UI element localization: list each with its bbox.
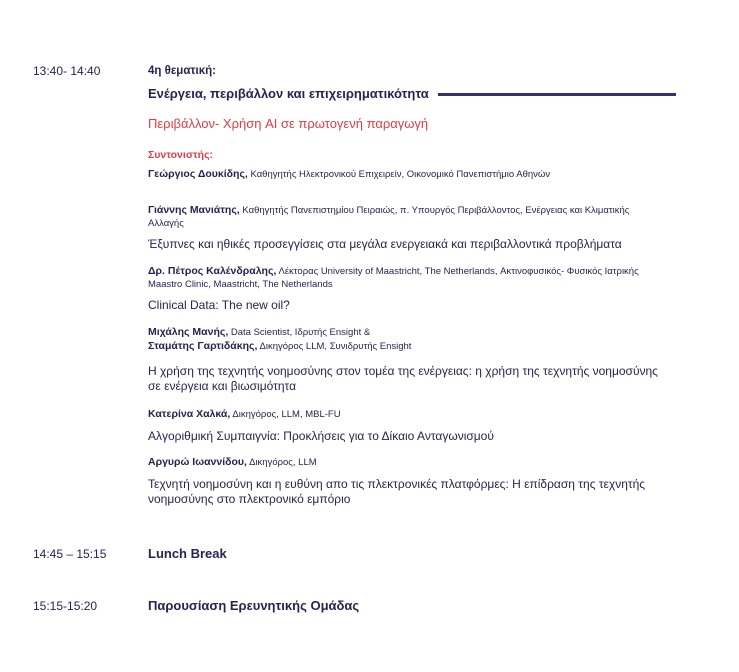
moderator-role: Καθηγητής Ηλεκτρονικού Επιχειρείν, Οικονομικό Πανεπιστήμιο Αθηνών — [250, 169, 551, 180]
speaker — [148, 265, 708, 291]
talk-title: Αλγοριθμική Συμπαιγνία: Προκλήσεις για το Δίκαιο Ανταγωνισμού — [148, 429, 494, 443]
speaker-role: Καθηγητής Πανεπιστημίου Πειραιώς, π. Υπουργός Περιβάλλοντος, Ενέργειας και Κλιματικής — [242, 205, 630, 216]
speaker-name: Σταμάτης Γαρτιδάκης, — [148, 339, 258, 352]
moderator-label: Συντονιστής: — [148, 149, 214, 161]
talk-title-line: σε ενέργεια και βιωσιμότητα — [148, 379, 297, 393]
speaker-role-cont: Maastro Clinic, Maastricht, The Netherlands — [148, 278, 333, 290]
session-number: 4η θεματική: — [148, 65, 216, 77]
talk-title — [148, 477, 708, 507]
speaker-role: Δικηγόρος, LLM — [249, 457, 317, 468]
speaker-name: Αργυρώ Ιωαννίδου, — [148, 456, 247, 468]
session-time: 13:40- 14:40 — [33, 64, 101, 78]
agenda-title: Lunch Break — [148, 546, 227, 561]
talk-title-line: Η χρήση της τεχνητής νοημοσύνης στον τομέα της ενέργειας: η χρήση της τεχνητής νοημοσύνης — [148, 364, 658, 378]
subtheme: Περιβάλλον- Χρήση AI σε πρωτογενή παραγωγή — [148, 116, 429, 131]
speaker-role: Δικηγόρος LLM, Συνιδρυτής Ensight — [259, 340, 412, 352]
talk-title: Clinical Data: The new oil? — [148, 298, 290, 312]
speaker — [148, 326, 708, 353]
speaker-role-cont: Αλλαγής — [148, 217, 184, 229]
moderator-name: Γεώργιος Δουκίδης, — [148, 168, 248, 180]
speaker — [148, 408, 708, 422]
talk-title — [148, 364, 708, 394]
talk-title: Έξυπνες και ηθικές προσεγγίσεις στα μεγάλα ενεργειακά και περιβαλλοντικά προβλήματα — [148, 237, 622, 251]
speaker-role: Δικηγόρος, LLM, MBL-FU — [232, 409, 341, 420]
title-underline — [438, 93, 676, 96]
agenda-time: 14:45 – 15:15 — [33, 547, 107, 561]
agenda-time: 15:15-15:20 — [33, 599, 98, 613]
talk-title-line: Τεχνητή νοημοσύνη και η ευθύνη απο τις πλεκτρονικές πλατφόρμες: Η επίδραση της τεχνητής — [148, 477, 646, 491]
agenda-title: Παρουσίαση Ερευνητικής Ομάδας — [148, 598, 360, 613]
moderator — [148, 168, 708, 182]
speaker-name: Δρ. Πέτρος Καλένδραλης, — [148, 265, 277, 277]
speaker-name: Γιάννης Μανιάτης, — [148, 204, 240, 216]
talk-title-line: νοημοσύνης στο πλεκτρονικό εμπόριο — [148, 492, 351, 506]
speaker-name: Κατερίνα Χαλκά, — [148, 408, 231, 420]
speaker-name: Μιχάλης Μανής, — [148, 326, 229, 338]
session-title: Ενέργεια, περιβάλλον και επιχειρηματικότητα — [148, 86, 429, 101]
speaker-role: Data Scientist, Ιδρυτής Ensight & — [230, 327, 371, 338]
speaker — [148, 204, 708, 230]
speaker-role: Λέκτορας University of Maastricht, The Netherlands, Ακτινοφυσικός- Φυσικός Ιατρικής — [278, 266, 639, 277]
speaker — [148, 456, 708, 470]
